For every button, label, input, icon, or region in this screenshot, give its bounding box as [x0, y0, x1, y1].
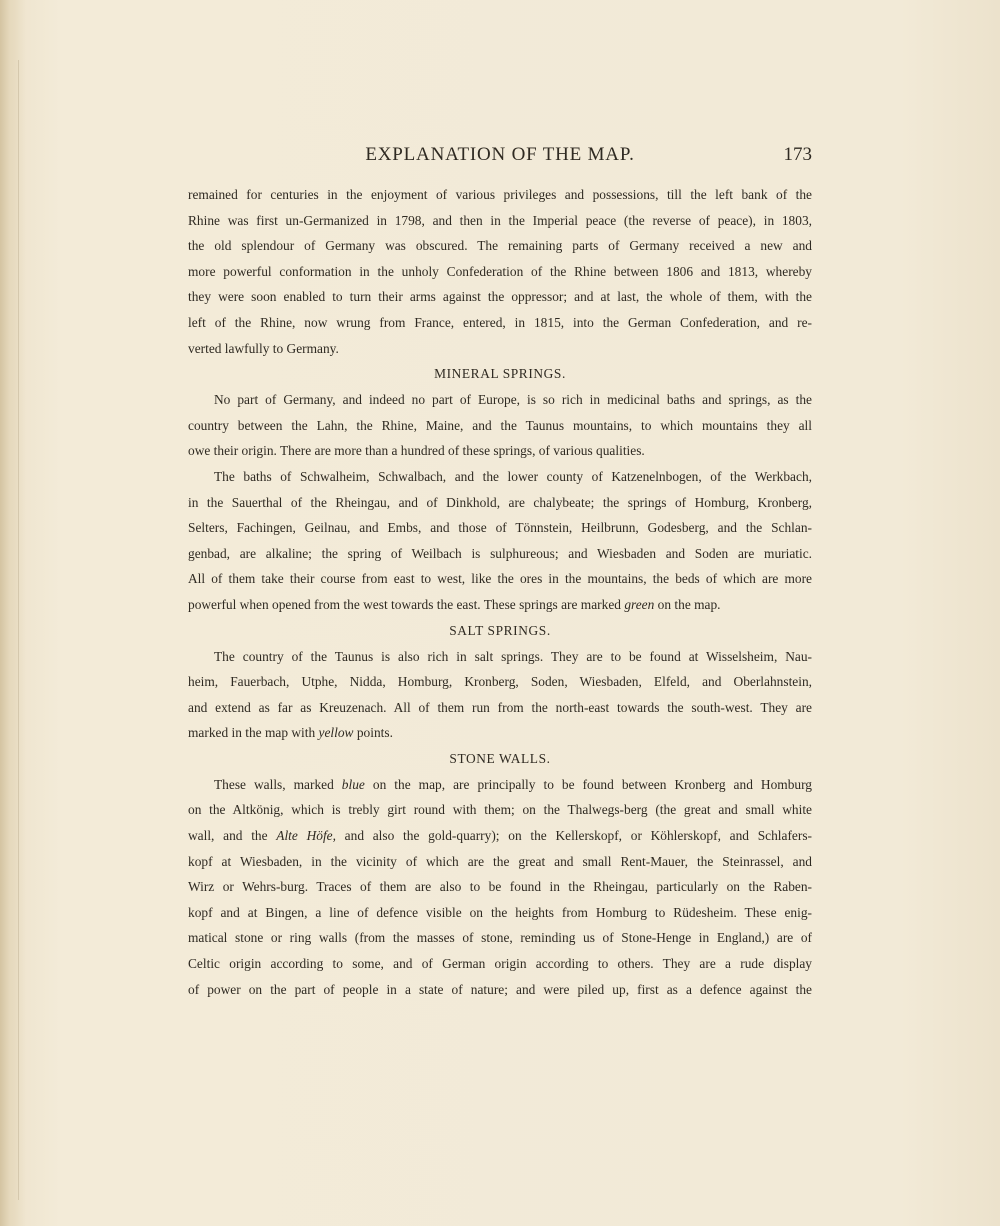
text-line [188, 823, 812, 849]
text-line: country between the Lahn, the Rhine, Maine, and the Taunus mountains, to which mountains they all [188, 417, 812, 433]
text-line: Selters, Fachingen, Geilnau, and Embs, and those of Tönnstein, Heilbrunn, Godesberg, and the Schlan- [188, 520, 812, 536]
page-number: 173 [783, 144, 812, 165]
text-span: powerful when opened from the west towards the east. These springs are marked [188, 596, 625, 612]
text-span: on the map, are principally to be found between Kronberg and Homburg [364, 776, 812, 792]
italic-word: blue [341, 776, 365, 792]
text-line: genbad, are alkaline; the spring of Weilbach is sulphureous; and Wiesbaden and Soden are muriatic. [188, 545, 812, 561]
text-line: matical stone or ring walls (from the masses of stone, reminding us of Stone-Henge in England,) are of [188, 930, 812, 946]
text-line [188, 772, 812, 798]
section-heading-salt-springs: SALT SPRINGS. [449, 622, 551, 638]
text-line [188, 720, 812, 746]
binding-edge [0, 0, 26, 1226]
text-span: on the map. [654, 596, 721, 612]
text-span: These walls, marked [214, 776, 342, 792]
text-line: The country of the Taunus is also rich in salt springs. They are to be found at Wisselsheim, Nau- [214, 648, 812, 664]
text-line: owe their origin. There are more than a hundred of these springs, of various qualities. [188, 443, 645, 459]
section-heading-mineral-springs: MINERAL SPRINGS. [434, 366, 566, 382]
text-line: Wirz or Wehrs-burg. Traces of them are also to be found in the Rheingau, particularly on the Raben- [188, 879, 812, 895]
text-line: No part of Germany, and indeed no part of Europe, is so rich in medicinal baths and springs, as the [214, 392, 812, 408]
section-heading-stone-walls: STONE WALLS. [449, 750, 551, 766]
text-line: in the Sauerthal of the Rheingau, and of Dinkhold, are chalybeate; the springs of Homburg, Kronberg, [188, 494, 812, 510]
text-line: The baths of Schwalheim, Schwalbach, and the lower county of Katzenelnbogen, of the Werkbach, [214, 468, 812, 484]
italic-word: Alte Höfe, [276, 828, 336, 844]
text-line: kopf and at Bingen, a line of defence visible on the heights from Homburg to Rüdesheim. These enig- [188, 904, 812, 920]
binding-crease [18, 60, 19, 1200]
text-line: of power on the part of people in a state of nature; and were piled up, first as a defence against the [188, 981, 812, 997]
text-span: wall, and the [188, 828, 277, 844]
text-line: the old splendour of Germany was obscured. The remaining parts of Germany received a new and [188, 238, 812, 254]
text-line: remained for centuries in the enjoyment of various privileges and possessions, till the left bank of the [188, 187, 812, 202]
text-line [188, 592, 812, 618]
text-line: All of them take their course from east to west, like the ores in the mountains, the beds of which are more [188, 571, 812, 587]
text-line: kopf at Wiesbaden, in the vicinity of which are the great and small Rent-Mauer, the Steinrassel, and [188, 853, 812, 869]
text-line: Celtic origin according to some, and of German origin according to others. They are a rude display [188, 956, 812, 972]
text-line: and extend as far as Kreuzenach. All of them run from the north-east towards the south-west. They are [188, 699, 812, 715]
text-span: marked in the map with [188, 725, 319, 741]
text-line: verted lawfully to Germany. [188, 340, 339, 356]
text-line: on the Altkönig, which is trebly girt round with them; on the Thalwegs-berg (the great and small white [188, 802, 812, 818]
text-line: Rhine was first un-Germanized in 1798, and then in the Imperial peace (the reverse of peace), in 1803, [188, 212, 812, 228]
running-head [188, 144, 812, 170]
text-line: heim, Fauerbach, Utphe, Nidda, Homburg, Kronberg, Soden, Wiesbaden, Elfeld, and Oberlahnstein, [188, 674, 812, 690]
italic-word: yellow [318, 725, 354, 741]
text-line: more powerful conformation in the unholy Confederation of the Rhine between 1806 and 1813, whereby [188, 263, 812, 279]
text-line: they were soon enabled to turn their arms against the oppressor; and at last, the whole of them, with the [188, 289, 812, 305]
text-line: left of the Rhine, now wrung from France, entered, in 1815, into the German Confederation, and re- [188, 314, 812, 330]
text-span: and also the gold-quarry); on the Kellerskopf, or Köhlerskopf, and Schlafers- [335, 828, 812, 844]
italic-word: green [624, 596, 655, 612]
page-body [188, 182, 812, 1002]
text-span: points. [353, 725, 393, 741]
page-title: EXPLANATION OF THE MAP. [365, 144, 635, 165]
